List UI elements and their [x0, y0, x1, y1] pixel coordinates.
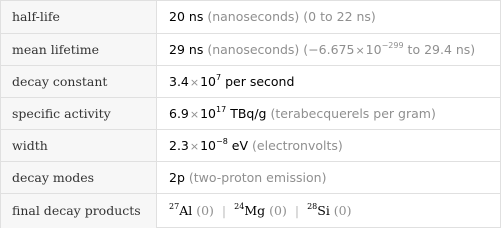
value-unit: ns [188, 9, 204, 24]
row-value [158, 162, 500, 194]
row-label: decay constant [1, 66, 157, 98]
value-note: (electronvolts) [252, 138, 343, 153]
value-note: (terabecquerels per gram) [270, 106, 436, 121]
value-range: (0 to 22 ns) [303, 9, 376, 24]
row-label: decay modes [1, 162, 157, 194]
value-number: $6.9\times 10^{17}$ [169, 104, 227, 121]
table-row [1, 97, 500, 130]
separator: | [294, 203, 300, 218]
table-row [1, 193, 500, 228]
decay-product: $^{28}$Si (0) [307, 201, 352, 218]
row-label: mean lifetime [1, 34, 157, 66]
decay-product: $^{24}$Mg (0) [234, 201, 287, 218]
row-label: specific activity [1, 98, 157, 130]
value-range: ($-6.675\times 10^{-299}$ to 29.4 ns) [303, 40, 476, 57]
value-unit: TBq/g [230, 106, 267, 121]
value-number: $3.4\times 10^7$ [169, 72, 222, 89]
table-row [1, 161, 500, 194]
decay-product: $^{27}$Al (0) [169, 201, 214, 218]
row-label: half-life [1, 1, 157, 33]
table-row [1, 65, 500, 98]
value-number: 29 [169, 42, 185, 57]
value-number: 20 [169, 9, 185, 24]
value-mode: 2p [169, 170, 185, 185]
row-value [158, 34, 500, 66]
separator: | [221, 203, 227, 218]
value-note: (nanoseconds) [207, 9, 300, 24]
row-value [158, 130, 500, 162]
value-unit: ns [188, 42, 204, 57]
value-number: $2.3\times 10^{-8}$ [169, 136, 228, 153]
table-row [1, 1, 500, 33]
value-unit: eV [231, 138, 249, 153]
row-label: final decay products [1, 194, 157, 228]
row-label: width [1, 130, 157, 162]
row-value [158, 194, 500, 228]
row-value [158, 1, 500, 33]
value-note: (two-proton emission) [188, 170, 327, 185]
value-unit: per second [225, 74, 295, 89]
table-row [1, 33, 500, 66]
row-value [158, 66, 500, 98]
value-note: (nanoseconds) [207, 42, 300, 57]
table-row [1, 129, 500, 162]
row-value [158, 98, 500, 130]
